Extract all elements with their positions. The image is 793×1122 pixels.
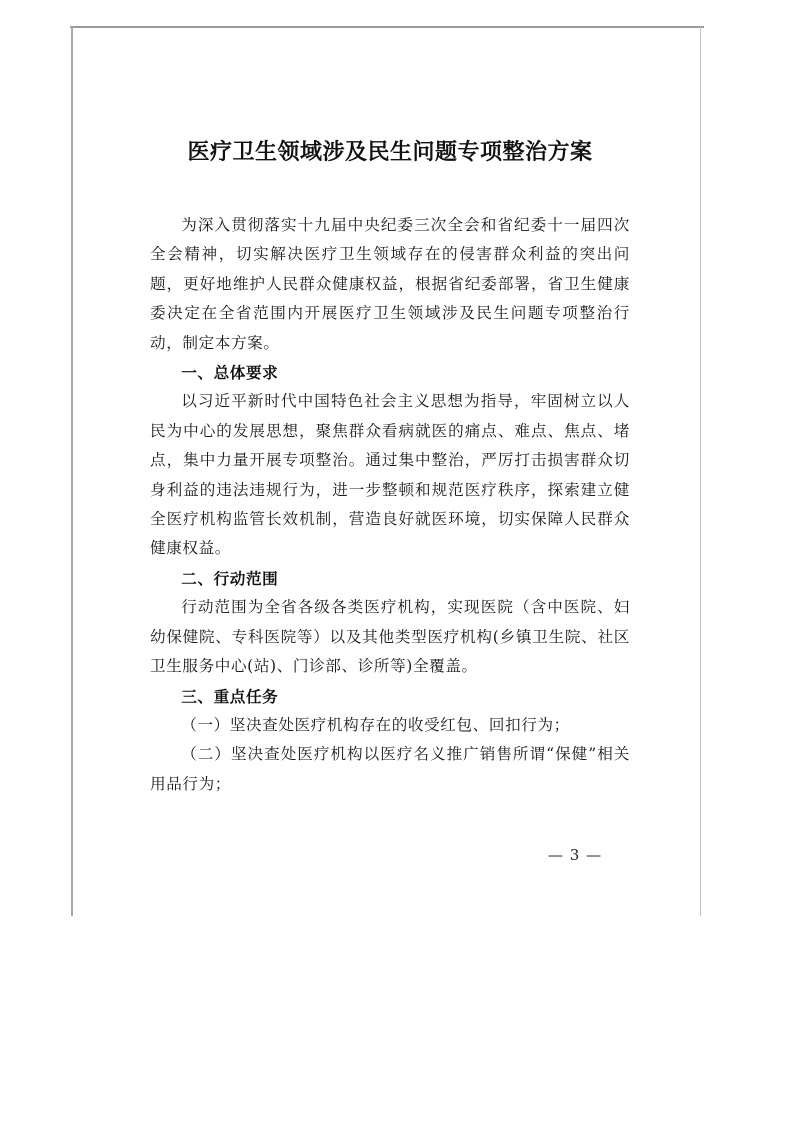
section-heading-general-requirements: 一、总体要求 xyxy=(181,363,279,383)
page-number: — 3 — xyxy=(548,846,603,864)
task-item: （一）坚决查处医疗机构存在的收受红包、回扣行为； xyxy=(181,715,570,734)
intro-paragraph: 为深入贯彻落实十九届中央纪委三次全会和省纪委十一届四次全会精神，切实解决医疗卫生领域存在的侵害群众利益的突出问题，更好地维护人民群众健康权益，根据省纪委部署，省卫生健康委决定在全省范围内开展医疗卫生领域涉及民生问题专项整治行动，制定本方案。 xyxy=(150,216,630,352)
task-item: （二）坚决查处医疗机构以医疗名义推广销售所谓“保健”相关用品行为； xyxy=(150,745,630,793)
document-body xyxy=(150,135,630,799)
section-paragraph: 行动范围为全省各级各类医疗机构，实现医院（含中医院、妇幼保健院、专科医院等）以及其他类型医疗机构(乡镇卫生院、社区卫生服务中心(站)、门诊部、诊所等)全覆盖。 xyxy=(150,598,630,676)
scan-edge-right xyxy=(700,26,701,916)
scan-edge-left xyxy=(71,26,73,916)
section-heading-key-tasks: 三、重点任务 xyxy=(181,686,279,706)
section-paragraph: 以习近平新时代中国特色社会主义思想为指导，牢固树立以人民为中心的发展思想，聚焦群众看病就医的痛点、难点、焦点、堵点，集中力量开展专项整治。通过集中整治，严厉打击损害群众切身利益的违法违规行为，进一步整顿和规范医疗秩序，探索建立健全医疗机构监管长效机制，营造良好就医环境，切实保障人民群众健康权益。 xyxy=(150,392,630,558)
scan-edge-top xyxy=(70,26,704,28)
section-heading-action-scope: 二、行动范围 xyxy=(181,568,279,588)
document-title: 医疗卫生领域涉及民生问题专项整治方案 xyxy=(187,139,593,165)
